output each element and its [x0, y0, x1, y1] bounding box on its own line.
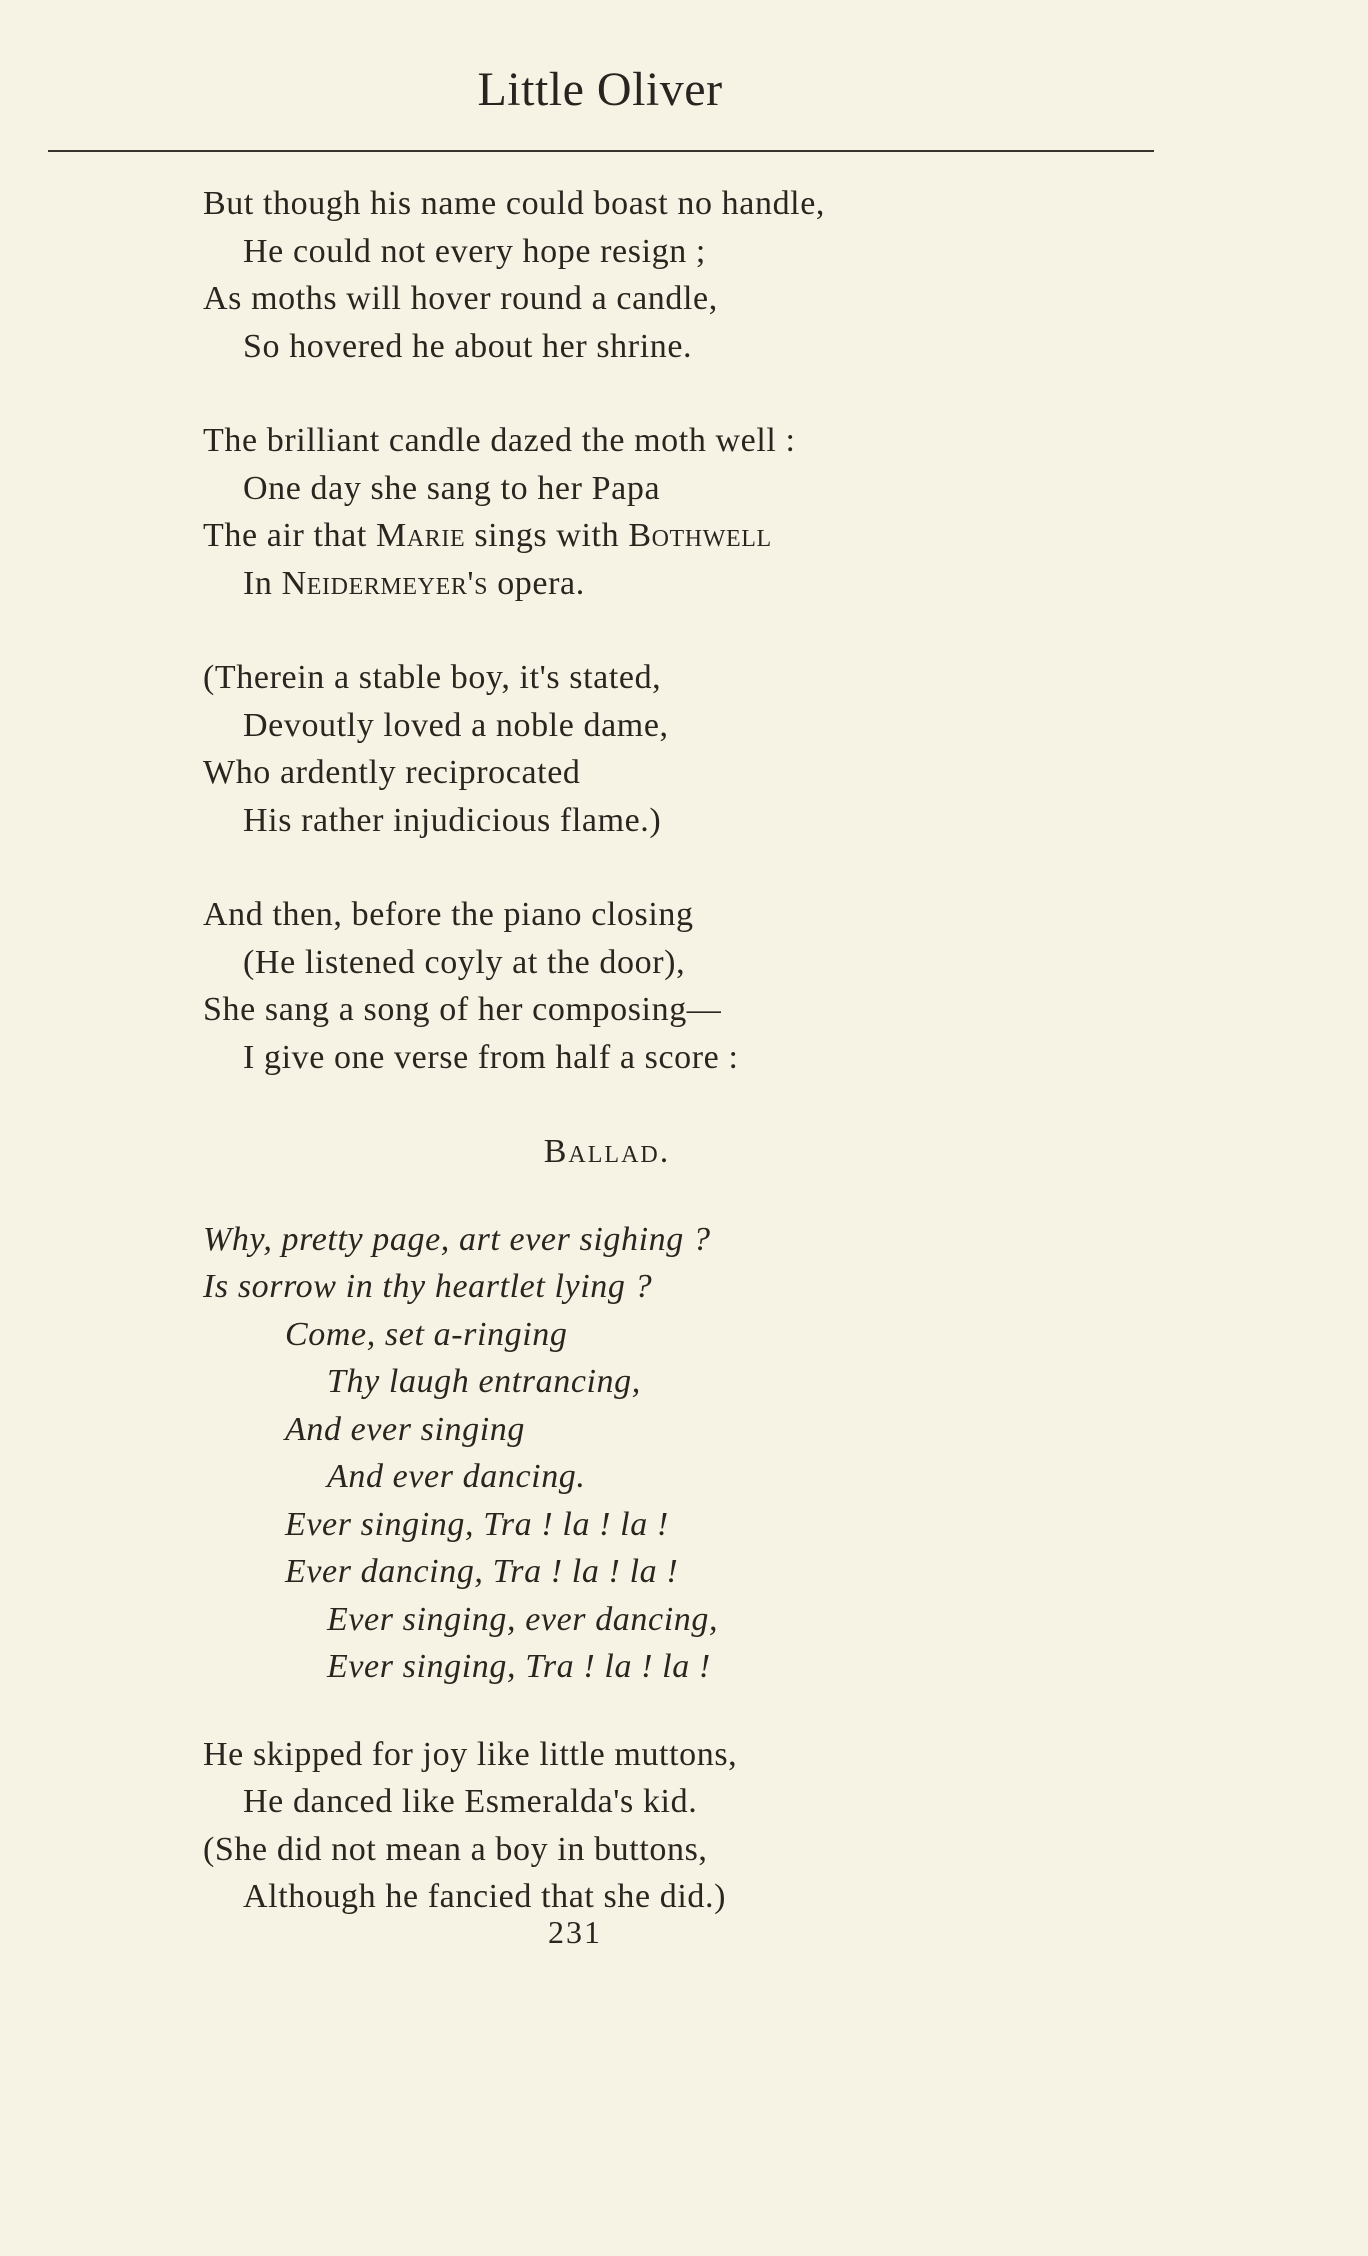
line-text: In: [243, 564, 282, 602]
page-title: Little Oliver: [477, 63, 723, 116]
ballad-verse: [203, 1216, 1103, 1691]
poem-line: He skipped for joy like little muttons,: [203, 1735, 738, 1773]
ballad-title: Ballad.: [543, 1133, 671, 1170]
poem-line: Who ardently reciprocated: [203, 754, 581, 791]
character-name-bothwell: Bothwell: [628, 517, 772, 554]
poem-body: [203, 180, 1103, 1968]
poem-line: (Therein a stable boy, it's stated,: [203, 659, 662, 696]
page-number: 231: [548, 1914, 602, 1950]
ballad-line: Ever singing, Tra ! la ! la !: [285, 1505, 669, 1543]
character-name-marie: Marie: [376, 517, 466, 554]
stanza-4: [203, 891, 1103, 1081]
poem-line: As moths will hover round a candle,: [203, 280, 718, 317]
stanza-final: [203, 1731, 1103, 1921]
poem-line: (He listened coyly at the door),: [243, 943, 686, 981]
poem-line: The brilliant candle dazed the moth well :: [203, 422, 796, 459]
poem-line: Although he fancied that she did.): [243, 1878, 727, 1915]
ballad-line: Thy laugh entrancing,: [327, 1363, 641, 1400]
stanza-1: [203, 180, 1103, 370]
ballad-line: Ever singing, Tra ! la ! la !: [327, 1648, 711, 1685]
ballad-line: Come, set a-ringing: [285, 1315, 568, 1353]
poem-line: Devoutly loved a noble dame,: [243, 706, 669, 744]
composer-name: Neidermeyer's: [281, 564, 489, 602]
ballad-line: Why, pretty page, art ever sighing ?: [203, 1220, 711, 1258]
line-text: The air that: [203, 517, 377, 554]
poem-line: But though his name could boast no handle,: [203, 185, 826, 222]
stanza-2: [203, 417, 1103, 607]
poem-line: One day she sang to her Papa: [243, 469, 661, 507]
ballad-line: Is sorrow in thy heartlet lying ?: [203, 1268, 653, 1305]
poem-line: He could not every hope resign ;: [243, 232, 706, 270]
poem-line: [203, 560, 1103, 608]
line-text: opera.: [488, 564, 585, 602]
poem-line: She sang a song of her composing—: [203, 991, 722, 1028]
ballad-line: And ever dancing.: [327, 1458, 586, 1495]
poem-line: I give one verse from half a score :: [243, 1038, 739, 1076]
header-rule: [48, 150, 1154, 152]
ballad-line: And ever singing: [285, 1410, 525, 1448]
poem-line: [203, 512, 1103, 560]
line-text: sings with: [465, 517, 629, 554]
poem-line: So hovered he about her shrine.: [243, 327, 693, 365]
poem-line: He danced like Esmeralda's kid.: [243, 1783, 698, 1820]
ballad-line: Ever singing, ever dancing,: [327, 1600, 719, 1638]
ballad-line: Ever dancing, Tra ! la ! la !: [285, 1553, 679, 1590]
stanza-3: [203, 654, 1103, 844]
poem-line: And then, before the piano closing: [203, 896, 694, 933]
poem-line: (She did not mean a boy in buttons,: [203, 1830, 708, 1868]
poem-line: His rather injudicious flame.): [243, 801, 662, 839]
